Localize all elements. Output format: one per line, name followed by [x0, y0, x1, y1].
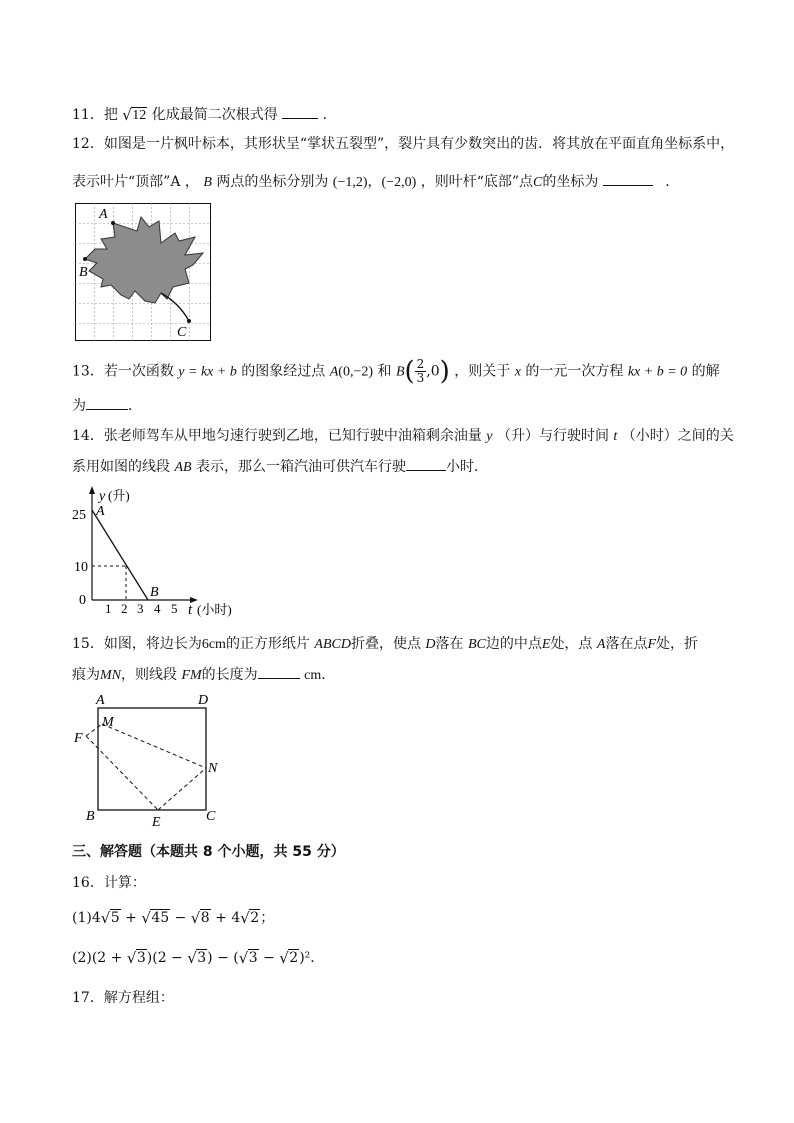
question-15-line1: [72, 634, 698, 655]
q12-coord-2: (−2,0): [381, 175, 417, 190]
tick-25: 25: [72, 508, 86, 523]
question-16-part1: [72, 908, 274, 928]
tick-0: 0: [79, 593, 86, 608]
q13-text-b: 的图象经过点: [241, 363, 326, 380]
square-abcd: [98, 708, 206, 810]
q14-answer-blank[interactable]: [406, 456, 446, 471]
q11-answer-blank[interactable]: [282, 104, 318, 119]
q13-equation: kx + b = 0: [627, 364, 688, 380]
q16-p2-c: ) − (: [207, 950, 239, 966]
label-b: B: [79, 265, 88, 280]
sqrt-2: √ 2: [240, 909, 260, 927]
fig-label-n: N: [208, 761, 218, 776]
q15-point-a: A: [596, 637, 606, 652]
maple-leaf-figure: [75, 203, 211, 341]
q11-end: ．: [322, 107, 337, 123]
q13-text-a: 13．若一次函数: [72, 363, 174, 380]
point-b-dot: [83, 257, 87, 261]
q15-length: 6cm: [201, 637, 226, 652]
tick-10: 10: [74, 560, 88, 575]
q12-coord-1: (−1,2): [332, 175, 368, 190]
q15-point-f: F: [647, 637, 657, 652]
sqrt-12: √ 12: [122, 106, 147, 124]
q16-p1-plus2: + 4: [210, 910, 241, 926]
q14-segment-ab: AB: [174, 460, 192, 475]
segment-fe: [86, 736, 158, 810]
q13-text-c: ，则关于: [454, 363, 511, 380]
q13-func: y = kx + b: [178, 364, 237, 380]
q13-point-b-tail: ,0: [426, 363, 440, 380]
q15-text-1f: 处，点: [550, 636, 593, 652]
q16-p1-minus: −: [170, 910, 191, 926]
graph-x-label: t: [188, 602, 193, 618]
fuel-graph: [70, 482, 270, 620]
q13-text-e: 的解: [691, 363, 720, 380]
q15-end: ．: [321, 667, 336, 683]
q13-point-b: B: [395, 364, 405, 380]
q16-p1-coef: 4: [91, 910, 101, 926]
q15-square: ABCD: [314, 637, 351, 652]
tick-2: 2: [121, 601, 128, 616]
q12-answer-blank[interactable]: [603, 171, 653, 186]
q15-text-1a: 15．如图，将边长为: [72, 636, 202, 652]
q16-p2-label: (2): [72, 950, 92, 966]
crease-mn: [102, 724, 206, 768]
segment-fm: [86, 724, 102, 736]
q15-text-1c: 折叠，使点: [350, 636, 421, 652]
graph-y-label: y: [99, 489, 106, 504]
section-3-heading: 三、解答题（本题共 8 个小题，共 55 分）: [72, 844, 345, 860]
question-15-line2: [72, 664, 335, 686]
sqrt-3-b: √ 3: [187, 949, 207, 967]
tick-4: 4: [154, 601, 161, 616]
q15-side-bc: BC: [467, 637, 486, 652]
q16-p1-plus: +: [120, 910, 142, 926]
sqrt-3-c: √ 3: [238, 949, 258, 967]
q16-p2-a: (2 +: [91, 950, 127, 966]
fig-label-m: M: [102, 715, 114, 730]
fig-label-f: F: [74, 731, 83, 746]
q12-point-b: B: [203, 175, 212, 190]
q15-point-d: D: [425, 637, 436, 652]
q12-text-2a: 表示叶片“顶部”A ，: [72, 174, 199, 190]
point-a-dot: [111, 221, 115, 225]
q13-fraction: $\frac{2}{3}$: [416, 357, 425, 385]
question-14-line1: [72, 426, 734, 447]
q15-text-2b: ，则线段: [121, 667, 177, 683]
q12-point-c: C: [533, 175, 543, 190]
q14-text-2b: 表示，那么一箱汽油可供汽车行驶: [196, 459, 407, 475]
q12-text-2e: 的坐标为: [542, 174, 599, 190]
q15-text-2a: 痕为: [72, 667, 100, 683]
q13-and: 和: [377, 363, 392, 380]
fig-label-a: A: [96, 693, 105, 708]
q14-text-1a: 14．张老师驾车从甲地匀速行驶到乙地，已知行驶中油箱剩余油量: [72, 428, 482, 444]
q12-text-2d: ，则叶杆“底部”点: [420, 174, 534, 190]
question-13-line2: [72, 395, 142, 416]
q11-prefix: 11．把: [72, 107, 118, 123]
q13-end: ．: [128, 398, 142, 414]
sqrt-45: √ 45: [141, 909, 170, 927]
q12-text-1: 12．如图是一片枫叶标本，其形状呈“掌状五裂型”，裂片具有少数突出的齿．将其放在平面直角坐标系中，: [72, 136, 735, 152]
tick-5: 5: [171, 601, 178, 616]
question-11: [72, 104, 337, 126]
q15-text-1b: 的正方形纸片: [225, 636, 310, 652]
q16-p2-d: −: [258, 950, 280, 966]
graph-x-unit: (小时): [197, 602, 232, 617]
q15-text-1h: 处，折: [656, 636, 699, 652]
q15-text-1e: 边的中点: [485, 636, 542, 652]
q15-segment-fm: FM: [181, 668, 202, 683]
question-16-part2: [72, 948, 324, 968]
q15-answer-blank[interactable]: [258, 664, 300, 679]
q15-unit: cm: [304, 668, 322, 683]
q12-text-2c: 两点的坐标分别为: [216, 174, 329, 190]
q14-text-2c: 小时．: [446, 459, 489, 475]
q14-var-t: t: [613, 429, 618, 444]
fig-label-d: D: [198, 693, 209, 708]
q13-point-a: A: [329, 364, 339, 380]
graph-point-a: A: [96, 504, 105, 519]
fig-label-b: B: [86, 809, 95, 824]
q13-answer-blank[interactable]: [86, 395, 128, 410]
sqrt-2-b: √ 2: [279, 949, 299, 967]
point-c-dot: [187, 319, 191, 323]
folding-square-figure: [70, 690, 230, 830]
segment-en: [158, 768, 206, 810]
question-14-line2: [72, 456, 488, 478]
label-c: C: [177, 325, 187, 340]
sqrt-3-a: √ 3: [126, 949, 146, 967]
q15-crease-mn: MN: [100, 668, 121, 683]
sqrt-8: √ 8: [190, 909, 210, 927]
label-a: A: [99, 207, 108, 222]
q14-text-1b: （升）与行驶时间: [496, 428, 609, 444]
q13-var-x: x: [514, 364, 521, 380]
fig-label-e: E: [152, 815, 161, 830]
q16-p2-e: )²．: [299, 950, 325, 966]
q15-text-1d: 落在: [435, 636, 464, 652]
graph-point-b: B: [150, 585, 159, 600]
q16-p2-b: )(2 −: [146, 950, 188, 966]
question-17-title: 17．解方程组：: [72, 990, 174, 1006]
tick-3: 3: [137, 601, 144, 616]
question-13-line1: 13．若一次函数 y = kx + b 的图象经过点 A(0,−2) 和 B( $\frac{2}{3}$ ,0) ，则关于 x 的一元一次方程 kx + b = 0 的解: [72, 356, 720, 387]
y-axis-arrow: [89, 486, 95, 494]
q14-text-2a: 系用如图的线段: [72, 459, 170, 475]
q13-point-a-coord: (0,−2): [338, 364, 374, 380]
segment-ab: [92, 510, 148, 600]
question-12-line1: [72, 134, 734, 154]
q11-text: 化成最简二次根式得: [151, 107, 278, 123]
q16-p1-end: ；: [260, 910, 275, 926]
q12-sep: ，: [367, 174, 382, 190]
graph-y-unit: (升): [108, 488, 130, 503]
q14-var-y: y: [486, 429, 493, 444]
tick-1: 1: [105, 601, 112, 616]
fig-label-c: C: [206, 809, 216, 824]
sqrt-5: √ 5: [100, 909, 120, 927]
question-12-line2: [72, 171, 679, 193]
q12-end: ．: [665, 174, 680, 190]
q16-p1-label: (1): [72, 910, 92, 926]
q13-text-d: 的一元一次方程: [525, 363, 624, 380]
question-16-title: 16．计算：: [72, 875, 146, 891]
q15-text-2c: 的长度为: [201, 667, 258, 683]
q14-text-1c: （小时）之间的关: [621, 428, 734, 444]
q15-text-1g: 落在点: [605, 636, 648, 652]
q15-point-e: E: [541, 637, 551, 652]
q13-line2: 为: [72, 398, 86, 414]
